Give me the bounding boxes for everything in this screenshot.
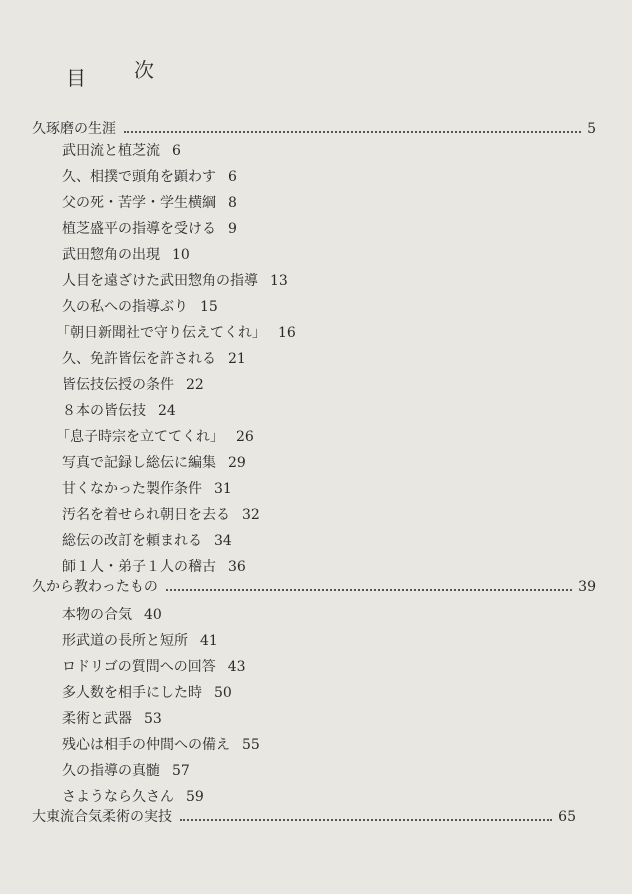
toc-entry [62,140,181,160]
toc-entry [62,682,232,702]
toc-entry [62,218,237,238]
toc-title-char-2: 次 [134,58,154,82]
entry-title: 久の指導の真髄 [62,763,160,779]
entry-title: 写真で記録し総伝に編集 [62,455,216,471]
entry-title: 植芝盛平の指導を受ける [62,221,216,237]
entry-title: 残心は相手の仲間への備え [62,737,230,753]
toc-entry [62,348,246,368]
entry-page: 26 [236,429,254,445]
leader-dots [124,131,581,133]
entry-page: 24 [158,403,176,419]
chapter-title: 久琢磨の生涯 [32,121,116,137]
entry-title: 父の死・苦学・学生横綱 [62,195,216,211]
entry-title: 久の私への指導ぶり [62,299,188,315]
entry-title: 武田流と植芝流 [62,143,160,159]
toc-entry [62,478,232,498]
toc-entry [62,708,162,728]
toc-entry [62,786,204,806]
toc-entry [62,760,190,780]
toc-entry [62,296,218,316]
entry-title: 汚名を着せられ朝日を去る [62,507,230,523]
entry-page: 31 [214,481,232,497]
entry-page: 41 [200,633,218,649]
entry-page: 36 [228,559,246,575]
entry-title: 柔術と武器 [62,711,132,727]
entry-page: 21 [228,351,246,367]
chapter-page: 39 [578,579,596,595]
entry-page: 9 [228,221,237,237]
chapter-row [32,576,596,600]
chapter-row [32,118,596,142]
toc-entry [62,556,246,576]
entry-title: 「息子時宗を立ててくれ」 [56,429,224,445]
entry-page: 13 [270,273,288,289]
toc-entry [62,244,190,264]
toc-entry [62,630,218,650]
toc-entry [62,452,246,472]
toc-title-char-1: 目 [66,66,86,90]
entry-title: さようなら久さん [62,789,174,805]
toc-entry [62,270,288,290]
entry-title: 本物の合気 [62,607,132,623]
toc-entry [56,322,296,342]
entry-title: ８本の皆伝技 [62,403,146,419]
toc-entry [56,426,254,446]
entry-page: 59 [186,789,204,805]
entry-title: 久、免許皆伝を許される [62,351,216,367]
entry-page: 10 [172,247,190,263]
chapter-title: 久から教わったもの [32,579,158,595]
toc-entry [62,530,232,550]
entry-page: 6 [172,143,181,159]
entry-title: 多人数を相手にした時 [62,685,202,701]
toc-entry [62,504,260,524]
entry-title: 師１人・弟子１人の稽古 [62,559,216,575]
entry-page: 57 [172,763,190,779]
toc-title [66,58,154,91]
entry-page: 22 [186,377,204,393]
entry-title: 総伝の改訂を頼まれる [62,533,202,549]
entry-page: 15 [200,299,218,315]
chapter-title: 大東流合気柔術の実技 [32,809,172,825]
entry-page: 55 [242,737,260,753]
entry-title: 武田惣角の出現 [62,247,160,263]
entry-page: 6 [228,169,237,185]
entry-page: 34 [214,533,232,549]
entry-page: 29 [228,455,246,471]
chapter-page: 65 [558,809,576,825]
entry-page: 32 [242,507,260,523]
entry-title: 久、相撲で頭角を顕わす [62,169,216,185]
entry-title: 形武道の長所と短所 [62,633,188,649]
entry-title: 「朝日新聞社で守り伝えてくれ」 [56,325,266,341]
entry-title: 皆伝技伝授の条件 [62,377,174,393]
entry-page: 50 [214,685,232,701]
entry-page: 43 [227,659,246,675]
chapter-page: 5 [587,121,596,137]
toc-entry [62,604,162,624]
entry-page: 53 [144,711,162,727]
toc-entry [62,734,260,754]
toc-entry [62,656,246,676]
entry-page: 40 [144,607,162,623]
chapter-row [32,806,576,830]
entry-title: 人目を遠ざけた武田惣角の指導 [62,273,258,289]
entry-title: 甘くなかった製作条件 [62,481,202,497]
toc-entry [62,192,237,212]
entry-page: 8 [228,195,237,211]
toc-entry [62,400,176,420]
toc-entry [62,166,237,186]
entry-page: 16 [278,325,296,341]
leader-dots [180,819,552,821]
entry-title: ロドリゴの質問への回答 [62,659,216,675]
leader-dots [166,589,572,591]
toc-entry [62,374,204,394]
